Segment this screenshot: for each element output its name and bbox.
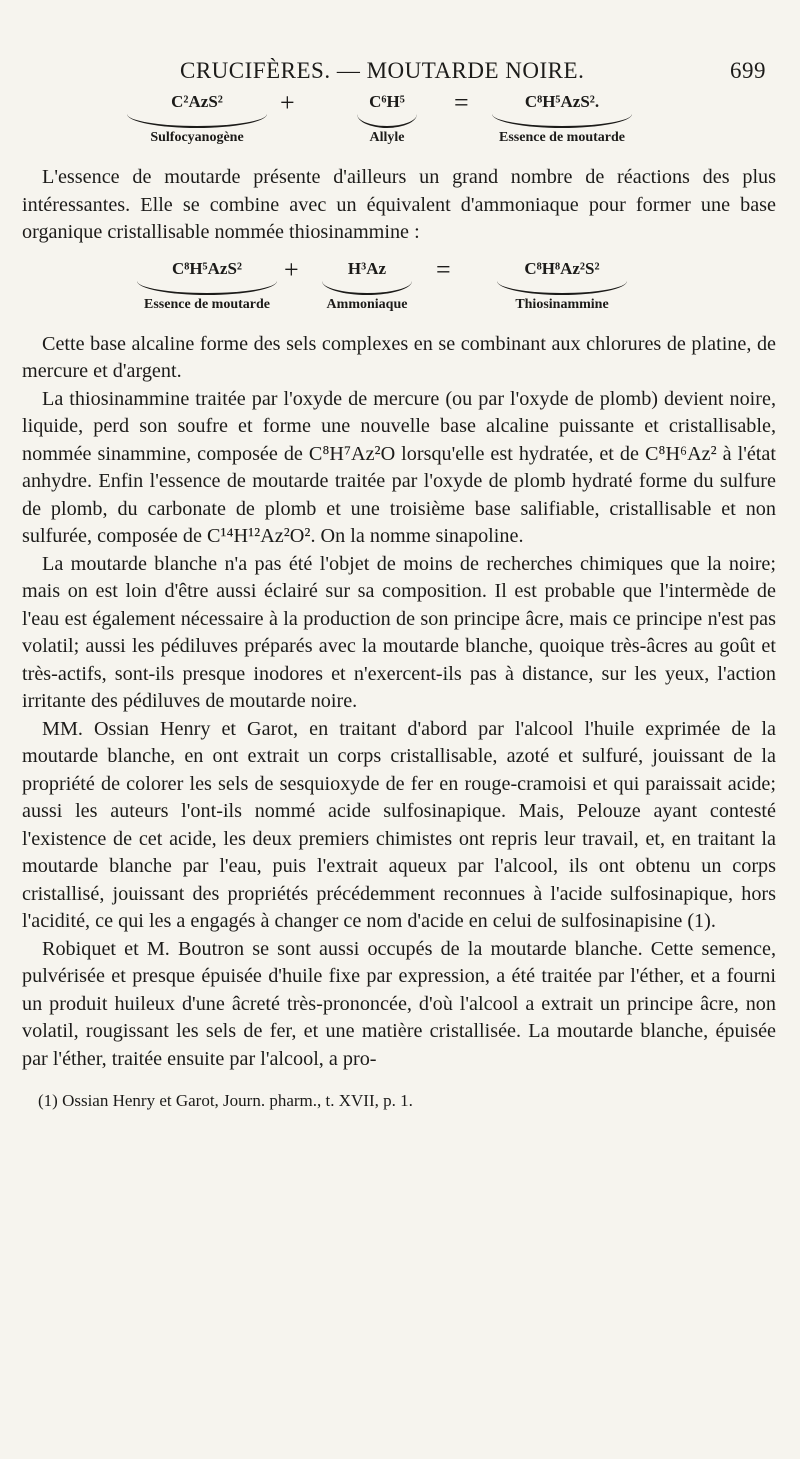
brace <box>137 281 277 295</box>
equals-sign: = <box>436 254 451 284</box>
formula-label: Sulfocyanogène <box>150 130 244 145</box>
paragraph: Robiquet et M. Boutron se sont aussi occupés de la moutarde blanche. Cette semence, pulvérisée et presque épuisée d'huile fixe par expression, a été traitée par l'éther, et a fourni un produit huileux d'une âcreté très-prononcée, d'où l'alcool a extrait un principe âcre, non volatil, rougissant les sels de fer, et une matière cristallisée. La moutarde blanche, épuisée par l'éther, traitée ensuite par l'alcool, a pro- <box>22 937 776 1070</box>
formula-label: Essence de moutarde <box>144 296 270 312</box>
equation-term <box>122 259 292 313</box>
running-header <box>22 58 776 92</box>
plus-sign: + <box>284 254 299 284</box>
page-number: 699 <box>730 58 766 83</box>
formula: C⁸H⁸Az²S² <box>524 258 600 278</box>
equation-term <box>327 92 447 146</box>
paragraph: L'essence de moutarde présente d'ailleurs un grand nombre de réactions des plus intéressantes. Elle se combine avec un équivalent d'ammoniaque pour former une base organique cristallisable nommée thiosinammine : <box>22 166 776 243</box>
brace <box>127 114 267 128</box>
formula-label: Essence de moutarde <box>499 130 625 145</box>
formula-label: Ammoniaque <box>326 296 408 312</box>
plus-sign: + <box>280 88 295 117</box>
formula: C⁸H⁵AzS² <box>171 258 243 278</box>
brace <box>492 114 632 128</box>
formula: C²AzS² <box>171 92 223 111</box>
formula-label: Thiosinammine <box>515 296 609 312</box>
formula-label: Allyle <box>369 130 405 145</box>
equation-term <box>472 92 652 146</box>
equation-term <box>112 92 282 146</box>
brace <box>497 281 627 295</box>
formula: C⁸H⁵AzS². <box>524 92 600 111</box>
equation-allyl-sulfocyanide <box>22 88 776 164</box>
formula: H³Az <box>347 258 387 278</box>
paragraph: La thiosinammine traitée par l'oxyde de mercure (ou par l'oxyde de plomb) devient noire, liquide, perd son soufre et forme une nouvelle base alcaline puissante et cristallisable, nommée sinammine, composée de C⁸H⁷Az²O lorsqu'elle est hydratée, et de C⁸H⁶Az² à l'état anhydre. Enfin l'essence de moutarde traitée par l'oxyde de plomb hydraté forme du sulfure de plomb, du carbonate de plomb et une troisième base salifiable, cristallisable et non sulfurée, composée de C¹⁴H¹²Az²O². On la nomme sinapoline. <box>22 387 776 547</box>
paragraph: MM. Ossian Henry et Garot, en traitant d'abord par l'alcool l'huile exprimée de la moutarde blanche, en ont extrait un corps cristallisable, azoté et sulfuré, jouissant de la propriété de colorer les sels de sesquioxyde de fer en rouge-cramoisi et qui paraissait acide; aussi les auteurs l'ont-ils nommé acide sulfosinapique. Mais, Pelouze ayant contesté l'existence de cet acide, les deux premiers chimistes ont repris leur travail, et, en traitant la moutarde blanche par l'eau, puis l'extrait aqueux par l'alcool, ils ont obtenu un corps cristallisé, jouissant des propriétés précédemment reconnues à l'acide sulfosinapique, hors l'acidité, ce qui les a engagés à changer ce nom d'acide en celui de sulfosinapisine (1). <box>22 717 776 932</box>
equation-thiosinammine <box>22 254 776 331</box>
equation-term <box>307 259 427 313</box>
formula: C⁶H⁵ <box>369 92 405 111</box>
equals-sign: = <box>454 88 469 117</box>
brace <box>322 281 412 295</box>
paragraph: La moutarde blanche n'a pas été l'objet de moins de recherches chimiques que la noire; mais on est loin d'être aussi éclairé sur sa composition. Il est probable que l'intermède de l'eau est également nécessaire à la production de son principe âcre, mais ce principe n'est pas volatil; aussi les pédiluves préparés avec la moutarde blanche, quoique très-âcres au goût et très-actifs, sont-ils presque inodores et n'exercent-ils pas à distance, sur les yeux, l'action irritante des pédiluves de moutarde noire. <box>22 552 776 712</box>
brace <box>357 114 417 128</box>
footnote: (1) Ossian Henry et Garot, Journ. pharm., t. XVII, p. 1. <box>38 1091 413 1110</box>
paragraph: Cette base alcaline forme des sels complexes en se combinant aux chlorures de platine, de mercure et d'argent. <box>22 332 776 382</box>
equation-term <box>477 259 647 313</box>
header-title: CRUCIFÈRES. — MOUTARDE NOIRE. <box>180 58 585 83</box>
